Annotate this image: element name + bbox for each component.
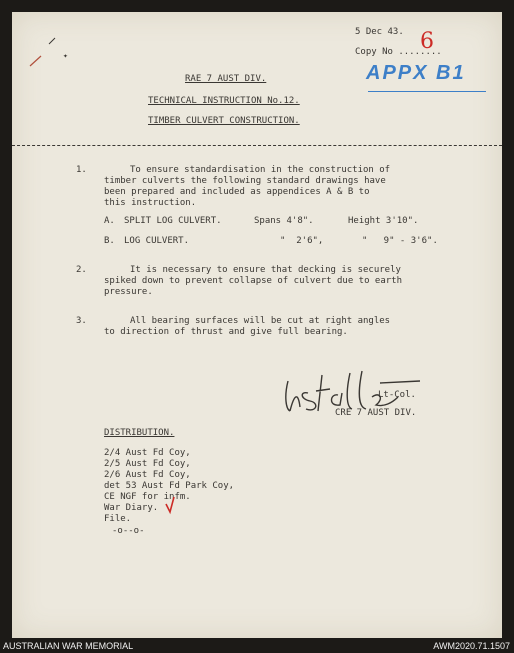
document-page: [12, 12, 502, 638]
copy-number: 6: [420, 29, 434, 54]
instruction-title: TECHNICAL INSTRUCTION No.12.: [148, 96, 300, 106]
culvert-a-spans: Spans 4'8".: [254, 216, 314, 226]
red-tick-icon: [164, 496, 176, 514]
para-2-line-2: spiked down to prevent collapse of culvert due to earth: [104, 276, 403, 286]
divider-line: [12, 145, 502, 146]
para-2-line-1: It is necessary to ensure that decking is securely: [130, 265, 401, 275]
culvert-a-name: SPLIT LOG CULVERT.: [124, 216, 222, 226]
para-1-line-3: been prepared and included as appendices A & B to: [104, 187, 370, 197]
culvert-b-name: LOG CULVERT.: [124, 236, 190, 246]
para-2-number: 2.: [76, 265, 87, 275]
svg-text:✦: ✦: [63, 51, 68, 60]
copy-no-label: Copy No ........: [355, 47, 442, 57]
para-3-line-1: All bearing surfaces will be cut at right angles: [130, 316, 391, 326]
pin-marks-icon: [27, 34, 67, 74]
para-3-line-2: to direction of thrust and give full bearing.: [104, 327, 348, 337]
footer-source: AUSTRALIAN WAR MEMORIAL: [3, 641, 134, 651]
date: 5 Dec 43.: [355, 27, 404, 37]
appendix-underline: [368, 91, 486, 92]
distribution-item: 2/4 Aust Fd Coy,: [104, 448, 191, 458]
para-1-line-1: To ensure standardisation in the construction of: [130, 165, 391, 175]
para-1-line-4: this instruction.: [104, 198, 197, 208]
culvert-a-height: Height 3'10".: [348, 216, 419, 226]
para-1-line-2: timber culverts the following standard drawings have: [104, 176, 386, 186]
distribution-item: War Diary.: [104, 503, 159, 513]
culvert-a-letter: A.: [104, 216, 115, 226]
culvert-b-letter: B.: [104, 236, 115, 246]
para-2-line-3: pressure.: [104, 287, 153, 297]
distribution-item: 2/5 Aust Fd Coy,: [104, 459, 191, 469]
culvert-b-spans: " 2'6",: [280, 236, 324, 246]
footer-accession: AWM2020.71.1507: [433, 641, 510, 651]
distribution-item: File.: [104, 514, 132, 524]
subject-heading: TIMBER CULVERT CONSTRUCTION.: [148, 116, 300, 126]
end-mark: -o--o-: [112, 526, 145, 536]
signatory-title: CRE 7 AUST DIV.: [335, 408, 417, 418]
distribution-item: det 53 Aust Fd Park Coy,: [104, 481, 235, 491]
culvert-b-height: " 9" - 3'6".: [362, 236, 438, 246]
archive-footer: [0, 640, 514, 653]
appendix-stamp: APPX B1: [366, 62, 466, 84]
para-1-number: 1.: [76, 165, 87, 175]
para-3-number: 3.: [76, 316, 87, 326]
unit-heading: RAE 7 AUST DIV.: [185, 74, 267, 84]
distribution-item: 2/6 Aust Fd Coy,: [104, 470, 191, 480]
signatory-rank: Lt-Col.: [378, 390, 416, 400]
distribution-heading: DISTRIBUTION.: [104, 428, 175, 438]
distribution-item: CE NGF for infm.: [104, 492, 191, 502]
